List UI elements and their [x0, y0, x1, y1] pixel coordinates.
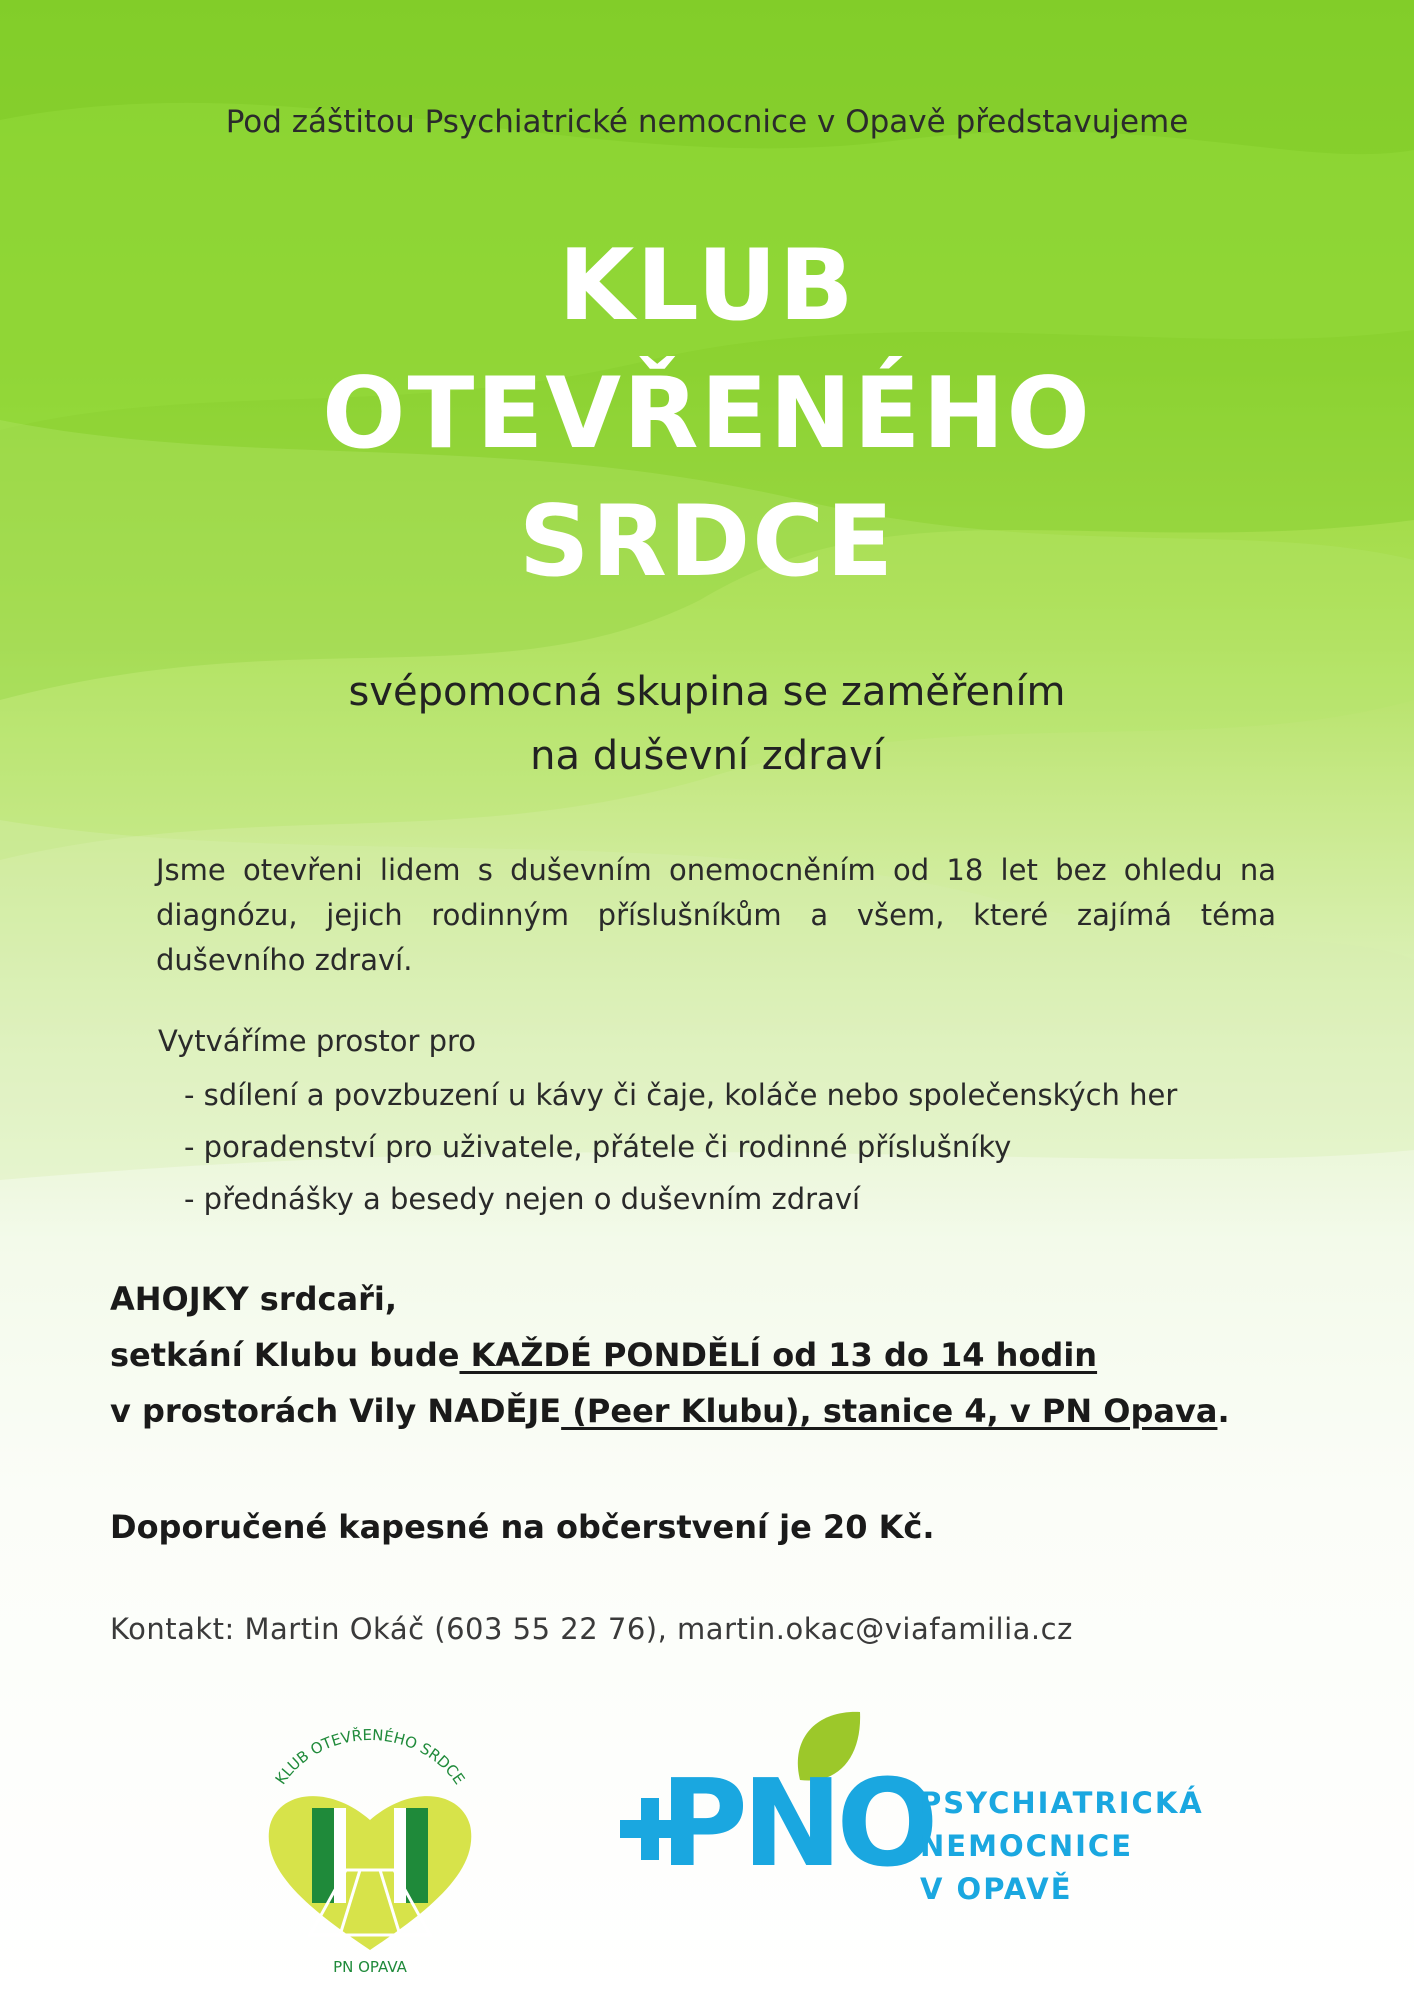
fee-note: Doporučené kapesné na občerstvení je 20 Kč.	[110, 1508, 935, 1546]
meeting-time	[110, 1336, 1097, 1374]
pno-lettering: PNO	[660, 1755, 933, 1894]
subtitle	[0, 660, 1414, 788]
pno-name	[920, 1782, 1204, 1911]
meeting-time-highlight: KAŽDÉ PONDĚLÍ od 13 do 14 hodin	[459, 1336, 1098, 1374]
meeting-time-prefix: setkání Klubu bude	[110, 1336, 460, 1374]
intro-paragraph: Jsme otevřeni lidem s duševním onemocněním od 18 let bez ohledu na diagnózu, jejich rodinným příslušníkům a všem, které zajímá téma duševního zdraví.	[156, 853, 1276, 977]
subtitle-line-1: svépomocná skupina se zaměřením	[348, 669, 1066, 715]
title-line-1: KLUB	[558, 229, 856, 343]
pno-line-1: PSYCHIATRICKÁ	[920, 1786, 1204, 1820]
meeting-place-prefix: v prostorách Vily NADĚJE	[110, 1392, 562, 1430]
offer-item: - sdílení a povzbuzení u kávy či čaje, koláče nebo společenských her	[184, 1078, 1178, 1112]
intro-line: Pod záštitou Psychiatrické nemocnice v Opavě představujeme	[225, 104, 1189, 140]
club-heart-logo	[230, 1720, 510, 1980]
page-title	[0, 222, 1414, 606]
club-logo-text-bottom: PN OPAVA	[333, 1958, 407, 1976]
pno-line-3: V OPAVĚ	[920, 1872, 1073, 1906]
contact-line: Kontakt: Martin Okáč (603 55 22 76), martin.okac@viafamilia.cz	[110, 1612, 1073, 1646]
greeting: AHOJKY srdcaři,	[110, 1280, 397, 1318]
title-line-2: OTEVŘENÉHO	[322, 357, 1092, 471]
club-logo-text-top: KLUB OTEVŘENÉHO SRDCE	[271, 1725, 469, 1788]
subtitle-line-2: na duševní zdraví	[530, 733, 884, 779]
meeting-place	[110, 1392, 1230, 1430]
meeting-place-suffix: .	[1217, 1392, 1230, 1430]
offer-item: - přednášky a besedy nejen o duševním zdraví	[184, 1182, 861, 1216]
offer-heading: Vytváříme prostor pro	[158, 1024, 477, 1058]
offer-item: - poradenství pro uživatele, přátele či rodinné příslušníky	[184, 1130, 1012, 1164]
pno-line-2: NEMOCNICE	[920, 1829, 1134, 1863]
title-line-3: SRDCE	[518, 485, 896, 599]
meeting-place-highlight: (Peer Klubu), stanice 4, v PN Opava	[561, 1392, 1218, 1430]
